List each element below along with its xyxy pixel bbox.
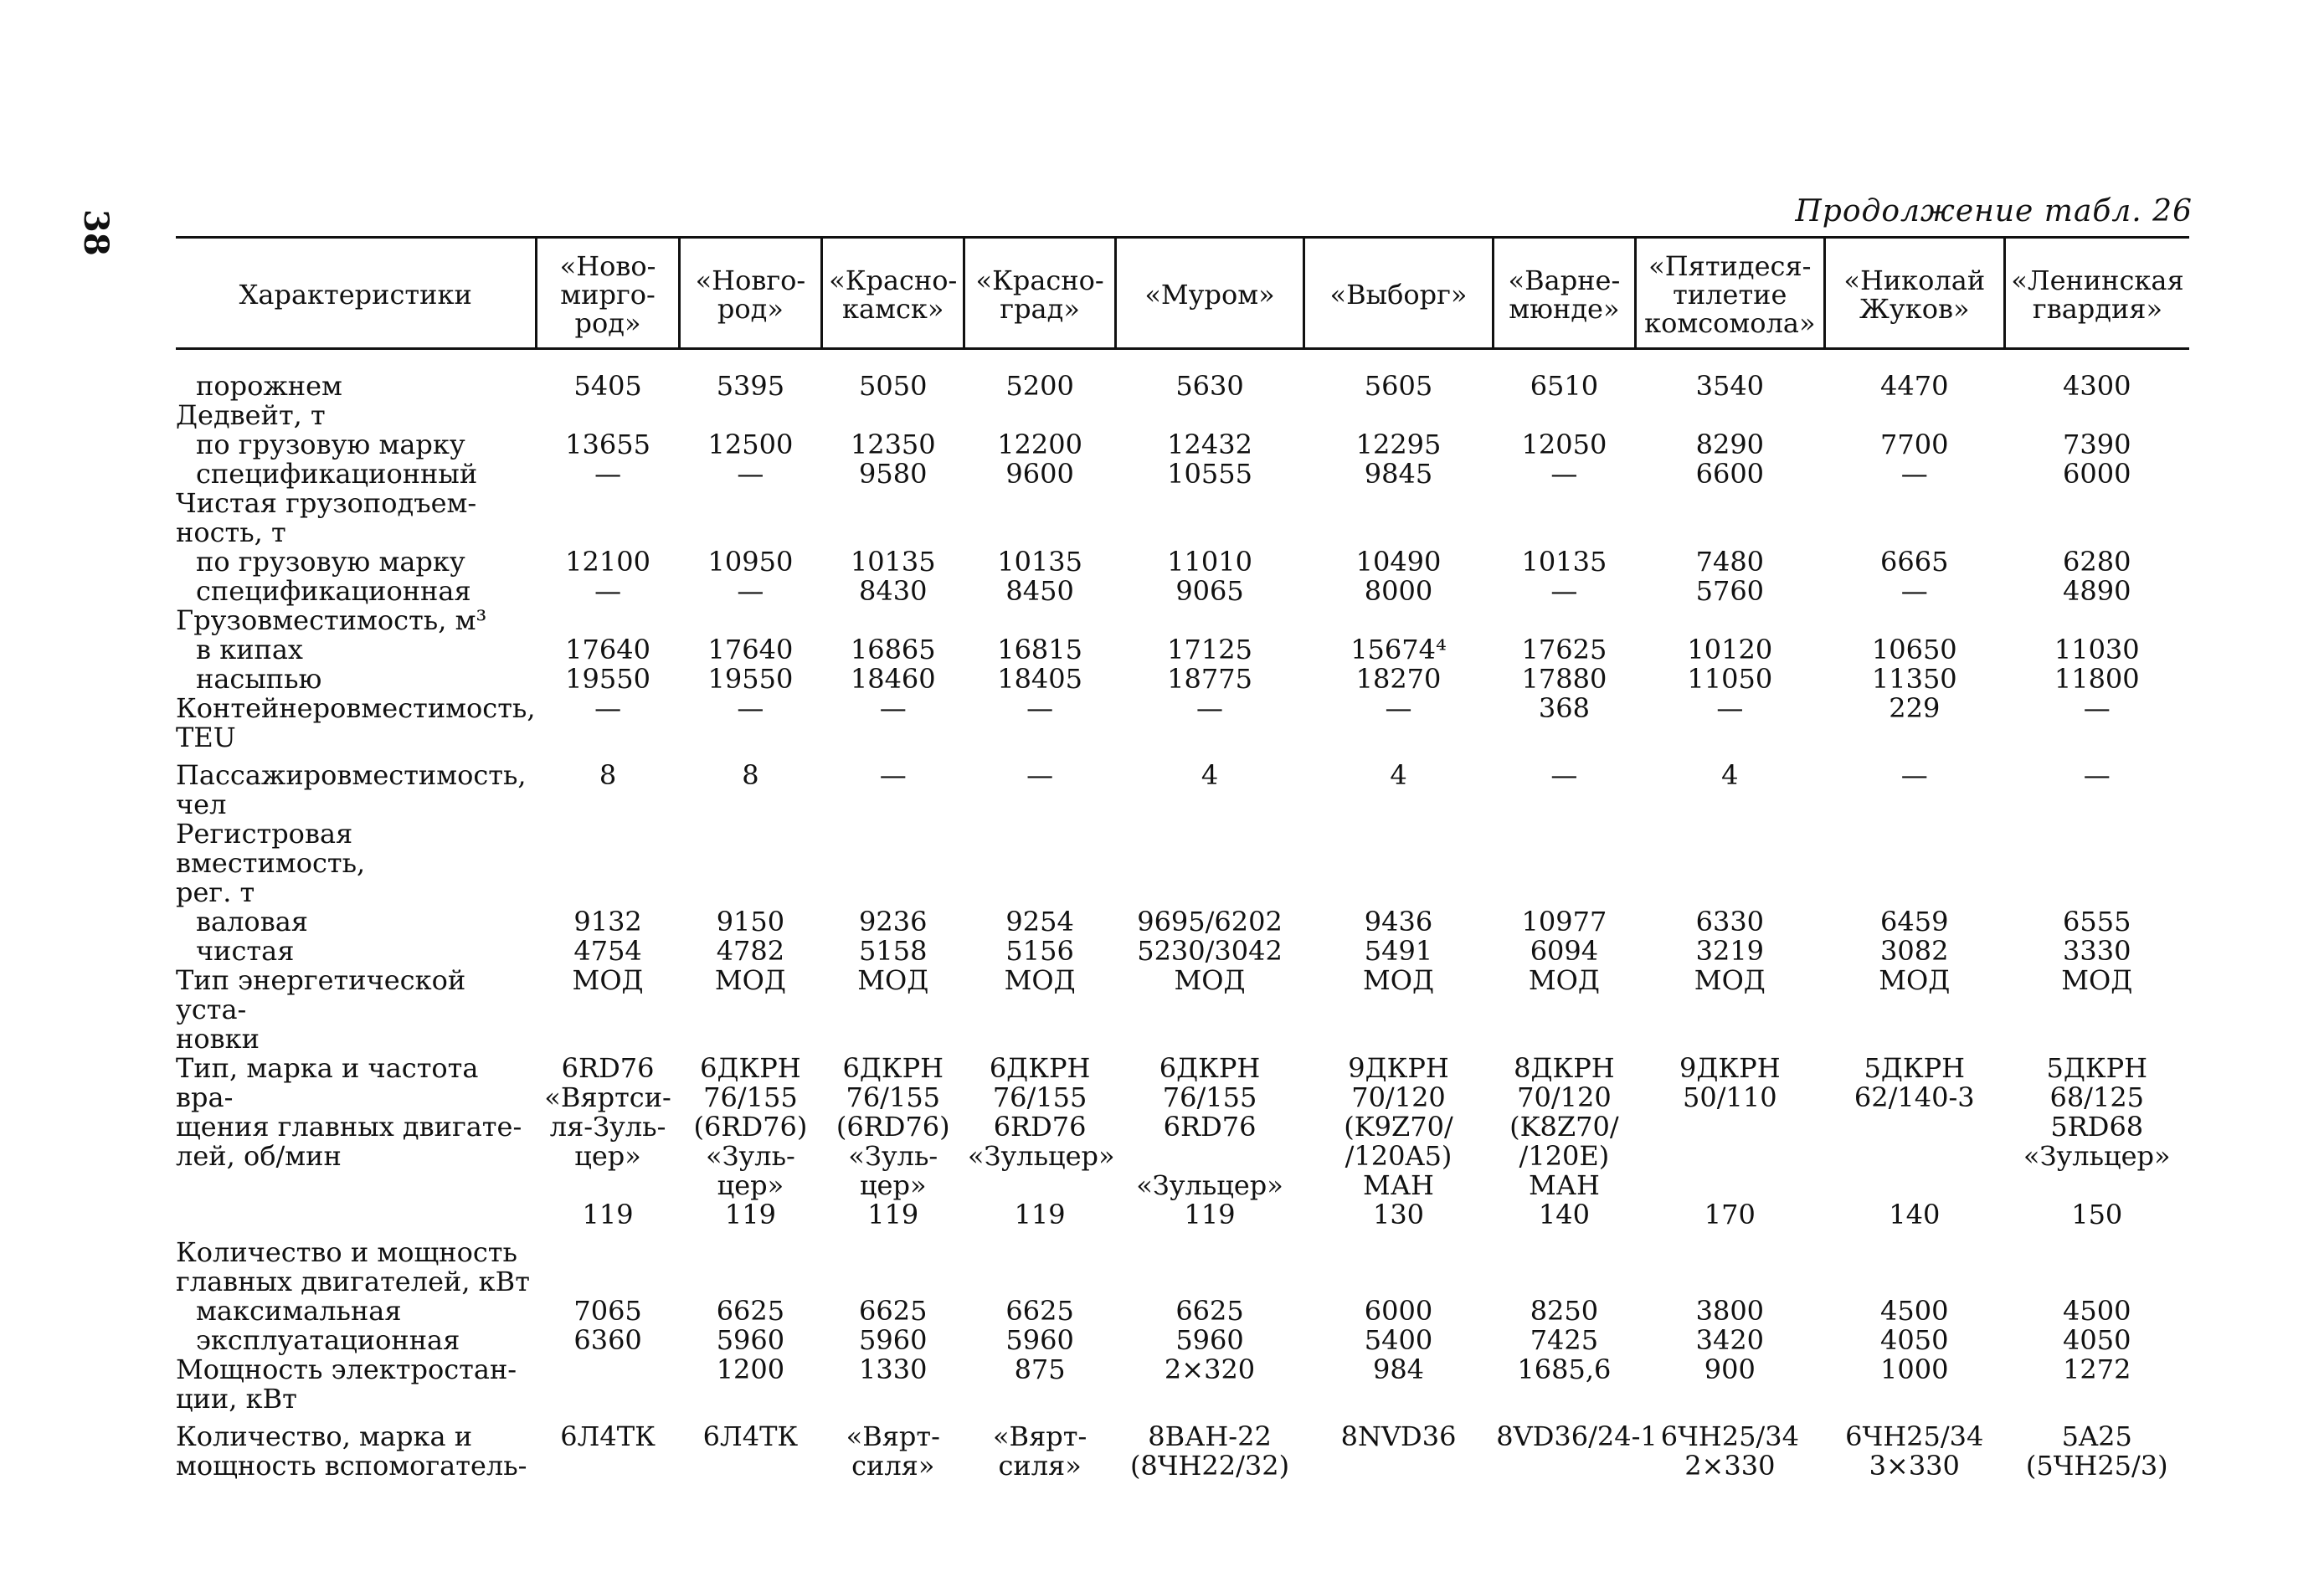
table-cell: 19550 xyxy=(707,663,794,695)
table-cell: 229 xyxy=(1889,692,1941,724)
table-row xyxy=(176,401,2189,430)
table-cell: — xyxy=(1900,759,1928,791)
table-cell: 17625 xyxy=(1521,634,1607,665)
header-ship: «Красно- камск» xyxy=(822,238,964,349)
table-cell: 17640 xyxy=(565,634,650,665)
ship-characteristics-table xyxy=(176,236,2189,1481)
table-row xyxy=(176,489,2189,547)
table-cell: МОД xyxy=(2061,964,2133,996)
table-cell xyxy=(537,1230,679,1297)
table-cell: 8ВАН-22 (8ЧН22/32) xyxy=(1129,1420,1290,1482)
table-row xyxy=(176,460,2189,489)
table-cell: 8430 xyxy=(859,575,928,607)
row-label: насыпью xyxy=(196,663,322,695)
table-cell: 9695/6202 xyxy=(1137,906,1283,937)
table-cell: 1200 xyxy=(716,1353,785,1385)
table-cell: 5760 xyxy=(1695,575,1765,607)
table-cell: 8ДКРН 70/120 (K8Z70/ /120E) МАН 140 xyxy=(1509,1052,1619,1230)
table-cell xyxy=(1304,606,1493,635)
table-cell xyxy=(1304,489,1493,547)
table-cell: — xyxy=(1900,575,1928,607)
table-cell: 5960 xyxy=(1175,1324,1244,1356)
table-cell: 17125 xyxy=(1167,634,1252,665)
table-cell: 6459 xyxy=(1880,906,1949,937)
table-cell: 10555 xyxy=(1167,458,1252,490)
table-cell xyxy=(679,819,821,907)
table-cell: 7480 xyxy=(1695,546,1765,578)
table-cell: 4300 xyxy=(2063,370,2131,402)
table-cell xyxy=(1824,606,2004,635)
table-row xyxy=(176,635,2189,665)
header-ship: «Ленинская гвардия» xyxy=(2004,238,2189,349)
header-ship: «Выборг» xyxy=(1304,238,1493,349)
table-row xyxy=(176,430,2189,460)
table-cell: 9236 xyxy=(859,906,928,937)
header-ship: «Варне- мюнде» xyxy=(1493,238,1635,349)
table-cell: 6000 xyxy=(2063,458,2131,490)
table-cell: 5156 xyxy=(1005,935,1074,967)
table-cell: 16815 xyxy=(997,634,1082,665)
row-label: Тип энергетической уста- новки xyxy=(176,964,466,1055)
table-cell: 5230/3042 xyxy=(1137,935,1283,967)
table-row xyxy=(176,1054,2189,1230)
table-cell xyxy=(2004,401,2189,430)
table-cell xyxy=(537,401,679,430)
table-cell: 16865 xyxy=(850,634,936,665)
table-cell: 18460 xyxy=(850,663,936,695)
table-cell: 6094 xyxy=(1530,935,1599,967)
table-cell: 4782 xyxy=(716,935,785,967)
table-cell: 4470 xyxy=(1880,370,1949,402)
table-cell: — xyxy=(1550,458,1578,490)
table-cell: — xyxy=(737,692,764,724)
row-label: максимальная xyxy=(196,1295,402,1327)
table-cell: 9ДКРН 70/120 (K9Z70/ /120A5) МАН 130 xyxy=(1344,1052,1453,1230)
table-cell xyxy=(537,819,679,907)
table-cell: МОД xyxy=(1362,964,1434,996)
page-number: 38 xyxy=(76,209,116,256)
row-label: спецификационный xyxy=(196,458,478,490)
table-cell: 6ЧН25/34 3×330 xyxy=(1845,1420,1984,1482)
table-cell: 18270 xyxy=(1355,663,1442,695)
row-label: Регистровая вместимость, рег. т xyxy=(176,818,366,908)
table-row xyxy=(176,1297,2189,1326)
table-cell: 4500 xyxy=(2063,1295,2131,1327)
table-cell: 6ДКРН 76/155 (6RD76) «Зуль- цер» 119 xyxy=(836,1052,950,1230)
table-cell: МОД xyxy=(714,964,786,996)
table-cell: 6ЧН25/34 2×330 xyxy=(1660,1420,1799,1482)
row-label: Количество и мощность главных двигателей, кВт xyxy=(176,1236,530,1297)
table-cell: 5A25 (5ЧН25/3) xyxy=(2025,1420,2168,1482)
row-label: эксплуатационная xyxy=(196,1324,460,1356)
table-cell: 5491 xyxy=(1364,935,1433,967)
table-row xyxy=(176,1230,2189,1297)
table-row xyxy=(176,547,2189,577)
row-label: Количество, марка и мощность вспомогатель- xyxy=(176,1420,527,1482)
table-cell: 875 xyxy=(1014,1353,1066,1385)
table-row xyxy=(176,1326,2189,1355)
table-cell: 4500 xyxy=(1880,1295,1949,1327)
table-cell xyxy=(2004,819,2189,907)
header-characteristics: Характеристики xyxy=(176,238,537,349)
table-cell xyxy=(1493,401,1635,430)
row-label: Пассажировместимость, чел xyxy=(176,759,527,820)
table-cell: «Вярт- силя» xyxy=(846,1420,940,1482)
table-cell: 7065 xyxy=(573,1295,642,1327)
table-cell: 17880 xyxy=(1521,663,1607,695)
table-cell: 5395 xyxy=(716,370,785,402)
table-cell: 6625 xyxy=(1175,1295,1244,1327)
table-cell: 11010 xyxy=(1167,546,1252,578)
table-cell xyxy=(1115,819,1303,907)
table-cell: 5ДКРН 62/140-3 140 xyxy=(1854,1052,1975,1230)
table-cell: 6ДКРН 76/155 6RD76 «Зульцер» 119 xyxy=(967,1052,1115,1230)
table-cell xyxy=(1115,489,1303,547)
table-row xyxy=(176,665,2189,694)
table-cell xyxy=(822,606,964,635)
table-cell: МОД xyxy=(572,964,644,996)
table-cell: 12500 xyxy=(707,429,794,460)
table-cell: МОД xyxy=(1174,964,1246,996)
table-row xyxy=(176,752,2189,819)
table-cell: 2×320 xyxy=(1164,1353,1256,1385)
table-cell: 6330 xyxy=(1695,906,1765,937)
table-cell: 9ДКРН 50/110 170 xyxy=(1679,1052,1781,1230)
table-cell: 12432 xyxy=(1167,429,1252,460)
table-cell: 9580 xyxy=(859,458,928,490)
table-cell: — xyxy=(1026,759,1054,791)
table-cell: 8290 xyxy=(1695,429,1765,460)
table-cell: 15674⁴ xyxy=(1350,634,1447,665)
table-cell: 6625 xyxy=(716,1295,785,1327)
table-cell: 5960 xyxy=(716,1324,785,1356)
table-cell: 8000 xyxy=(1364,575,1433,607)
table-cell: — xyxy=(594,458,622,490)
table-cell xyxy=(1636,401,1824,430)
table-cell: 13655 xyxy=(565,429,650,460)
table-row xyxy=(176,907,2189,937)
table-cell: 10650 xyxy=(1871,634,1957,665)
table-cell xyxy=(2004,606,2189,635)
table-cell xyxy=(964,606,1115,635)
table-cell: МОД xyxy=(1004,964,1076,996)
table-cell: 11030 xyxy=(2054,634,2140,665)
table-cell xyxy=(1493,1230,1635,1297)
row-label: Тип, марка и частота вра- щения главных двигате- лей, об/мин xyxy=(176,1052,522,1172)
table-cell xyxy=(2004,1230,2189,1297)
table-cell: 6625 xyxy=(1005,1295,1074,1327)
table-cell: 6360 xyxy=(573,1324,642,1356)
table-cell: — xyxy=(1716,692,1744,724)
table-cell: — xyxy=(737,458,764,490)
table-cell: 11050 xyxy=(1687,663,1773,695)
table-cell xyxy=(1115,401,1303,430)
table-cell xyxy=(1493,819,1635,907)
table-cell xyxy=(964,1230,1115,1297)
table-cell: 6000 xyxy=(1364,1295,1433,1327)
table-cell: 9436 xyxy=(1364,906,1433,937)
table-cell: 3219 xyxy=(1695,935,1765,967)
table-cell: 8NVD36 xyxy=(1340,1420,1457,1452)
table-cell: 10490 xyxy=(1355,546,1442,578)
table-cell: 9065 xyxy=(1175,575,1244,607)
table-cell: 7700 xyxy=(1880,429,1949,460)
table-cell xyxy=(1636,489,1824,547)
table-cell: 3330 xyxy=(2063,935,2131,967)
table-cell xyxy=(822,401,964,430)
table-cell: 3540 xyxy=(1695,370,1765,402)
table-cell: 4 xyxy=(1201,759,1219,791)
table-cell: 18405 xyxy=(997,663,1082,695)
table-cell: 1000 xyxy=(1880,1353,1949,1385)
table-cell xyxy=(1115,606,1303,635)
table-cell: 5200 xyxy=(1005,370,1074,402)
row-label: по грузовую марку xyxy=(196,429,465,460)
table-cell: 11350 xyxy=(1871,663,1957,695)
table-cell: 6280 xyxy=(2063,546,2131,578)
table-cell xyxy=(1636,1230,1824,1297)
table-cell: МОД xyxy=(857,964,929,996)
table-cell: 1685,6 xyxy=(1517,1353,1612,1385)
table-cell xyxy=(1115,1230,1303,1297)
table-cell xyxy=(1636,606,1824,635)
table-cell: «Вярт- силя» xyxy=(992,1420,1087,1482)
table-cell: 17640 xyxy=(707,634,794,665)
table-cell xyxy=(537,1355,679,1414)
table-cell: 4 xyxy=(1390,759,1407,791)
table-cell: 7390 xyxy=(2063,429,2131,460)
table-row xyxy=(176,966,2189,1054)
table-cell: 12100 xyxy=(565,546,650,578)
table-cell: 12050 xyxy=(1521,429,1607,460)
table-cell: 5405 xyxy=(573,370,642,402)
table-cell: 6665 xyxy=(1880,546,1949,578)
table-cell: 18775 xyxy=(1167,663,1252,695)
table-cell: 10977 xyxy=(1521,906,1607,937)
table-cell: — xyxy=(594,692,622,724)
table-row xyxy=(176,937,2189,966)
table-row xyxy=(176,577,2189,606)
table-cell: 1330 xyxy=(859,1353,928,1385)
table-cell: 9254 xyxy=(1005,906,1074,937)
table-cell: 8250 xyxy=(1530,1295,1599,1327)
table-cell: 5ДКРН 68/125 5RD68 «Зульцер» 150 xyxy=(2023,1052,2171,1230)
table-cell: 10950 xyxy=(707,546,794,578)
table-header-row xyxy=(176,238,2189,349)
table-cell: 6625 xyxy=(859,1295,928,1327)
table-cell xyxy=(822,819,964,907)
table-cell: 5400 xyxy=(1364,1324,1433,1356)
table-cell: — xyxy=(737,575,764,607)
table-cell: 5158 xyxy=(859,935,928,967)
table-cell xyxy=(2004,489,2189,547)
table-caption: Продолжение табл. 26 xyxy=(1795,194,2193,229)
table-row xyxy=(176,819,2189,907)
table-cell: — xyxy=(1385,692,1412,724)
table-cell xyxy=(679,489,821,547)
table-cell xyxy=(1493,489,1635,547)
row-label: Мощность электростан- ции, кВт xyxy=(176,1353,517,1415)
table-cell xyxy=(1824,819,2004,907)
row-label: Дедвейт, т xyxy=(176,399,326,431)
table-cell: — xyxy=(594,575,622,607)
table-cell: 3082 xyxy=(1880,935,1949,967)
header-ship: «Муром» xyxy=(1115,238,1303,349)
table-cell: 9600 xyxy=(1005,458,1074,490)
table-cell xyxy=(822,489,964,547)
table-row xyxy=(176,349,2189,402)
table-cell xyxy=(964,489,1115,547)
table-cell xyxy=(679,401,821,430)
header-ship: «Пятидеся- тилетие комсомола» xyxy=(1636,238,1824,349)
table-cell: 6Л4ТК xyxy=(560,1420,656,1452)
table-cell xyxy=(537,489,679,547)
table-cell xyxy=(1304,401,1493,430)
table-cell: — xyxy=(2083,759,2111,791)
table-row xyxy=(176,1355,2189,1414)
table-cell: 12295 xyxy=(1355,429,1442,460)
table-cell: 19550 xyxy=(565,663,650,695)
table-cell: 9845 xyxy=(1364,458,1433,490)
table-cell: 6ДКРН 76/155 (6RD76) «Зуль- цер» 119 xyxy=(693,1052,808,1230)
table-cell: 6510 xyxy=(1530,370,1599,402)
table-cell: 368 xyxy=(1538,692,1590,724)
row-label: Грузовместимость, м³ xyxy=(176,604,487,636)
table-row xyxy=(176,606,2189,635)
table-cell: МОД xyxy=(1528,964,1600,996)
table-cell xyxy=(964,401,1115,430)
row-label: по грузовую марку xyxy=(196,546,465,578)
table-cell xyxy=(1304,1230,1493,1297)
table-cell: 10135 xyxy=(997,546,1082,578)
table-row xyxy=(176,1414,2189,1481)
table-cell: 5050 xyxy=(859,370,928,402)
table-cell xyxy=(822,1230,964,1297)
table-cell: 12200 xyxy=(997,429,1082,460)
table-cell: 10135 xyxy=(1521,546,1607,578)
table-cell: 4890 xyxy=(2063,575,2131,607)
header-ship: «Красно- град» xyxy=(964,238,1115,349)
table-cell: 4050 xyxy=(1880,1324,1949,1356)
table-cell: 5630 xyxy=(1175,370,1244,402)
table-cell: — xyxy=(2083,692,2111,724)
table-cell xyxy=(679,606,821,635)
table-cell: 4050 xyxy=(2063,1324,2131,1356)
row-label: в кипах xyxy=(196,634,303,665)
table-cell: 3800 xyxy=(1695,1295,1765,1327)
row-label: чистая xyxy=(196,935,295,967)
table-cell: 6ДКРН 76/155 6RD76 «Зульцер» 119 xyxy=(1136,1052,1283,1230)
table-cell: 6RD76 «Вяртси- ля-Зуль- цер» 119 xyxy=(544,1052,671,1230)
header-ship: «Ново- мирго- род» xyxy=(537,238,679,349)
table-cell: — xyxy=(1900,458,1928,490)
table-cell: 4754 xyxy=(573,935,642,967)
table-cell xyxy=(1493,606,1635,635)
table-cell: 9150 xyxy=(716,906,785,937)
table-cell xyxy=(537,606,679,635)
row-label: спецификационная xyxy=(196,575,471,607)
row-label: Чистая грузоподъем- ность, т xyxy=(176,487,477,548)
table-body xyxy=(176,349,2189,1482)
table-cell: 6555 xyxy=(2063,906,2131,937)
header-ship: «Николай Жуков» xyxy=(1824,238,2004,349)
table-cell: 10120 xyxy=(1687,634,1773,665)
header-ship: «Новго- род» xyxy=(679,238,821,349)
table-cell: 5605 xyxy=(1364,370,1433,402)
table-cell: 900 xyxy=(1704,1353,1756,1385)
table-cell: 8450 xyxy=(1005,575,1074,607)
table-cell xyxy=(1824,401,2004,430)
row-label: Контейнеровместимость, TEU xyxy=(176,692,536,753)
table-cell: МОД xyxy=(1879,964,1951,996)
table-cell: 8VD36/24-1 xyxy=(1496,1420,1658,1452)
table-cell xyxy=(1636,819,1824,907)
table-cell: 5960 xyxy=(859,1324,928,1356)
table-cell xyxy=(964,819,1115,907)
table-cell xyxy=(1304,819,1493,907)
table-cell: — xyxy=(1550,575,1578,607)
table-cell xyxy=(679,1230,821,1297)
table-row xyxy=(176,694,2189,752)
table-cell: — xyxy=(1550,759,1578,791)
table-cell: 4 xyxy=(1721,759,1739,791)
table-cell: 9132 xyxy=(573,906,642,937)
row-label: валовая xyxy=(196,906,308,937)
table-cell: 10135 xyxy=(850,546,936,578)
table-cell: 11800 xyxy=(2054,663,2140,695)
table-cell: 3420 xyxy=(1695,1324,1765,1356)
table-cell: 7425 xyxy=(1530,1324,1599,1356)
table-cell: МОД xyxy=(1694,964,1766,996)
table-cell: — xyxy=(1026,692,1054,724)
table-cell: 8 xyxy=(742,759,759,791)
table-cell: 6Л4ТК xyxy=(702,1420,799,1452)
table-cell xyxy=(1824,489,2004,547)
table-cell: — xyxy=(1196,692,1224,724)
table-cell: — xyxy=(879,759,907,791)
table-cell: — xyxy=(879,692,907,724)
table-cell: 984 xyxy=(1372,1353,1425,1385)
table-cell: 1272 xyxy=(2063,1353,2131,1385)
table-cell: 12350 xyxy=(850,429,936,460)
table-cell xyxy=(1824,1230,2004,1297)
table-cell: 8 xyxy=(599,759,617,791)
table-cell: 5960 xyxy=(1005,1324,1074,1356)
table-cell: 6600 xyxy=(1695,458,1765,490)
row-label: порожнем xyxy=(196,370,342,402)
